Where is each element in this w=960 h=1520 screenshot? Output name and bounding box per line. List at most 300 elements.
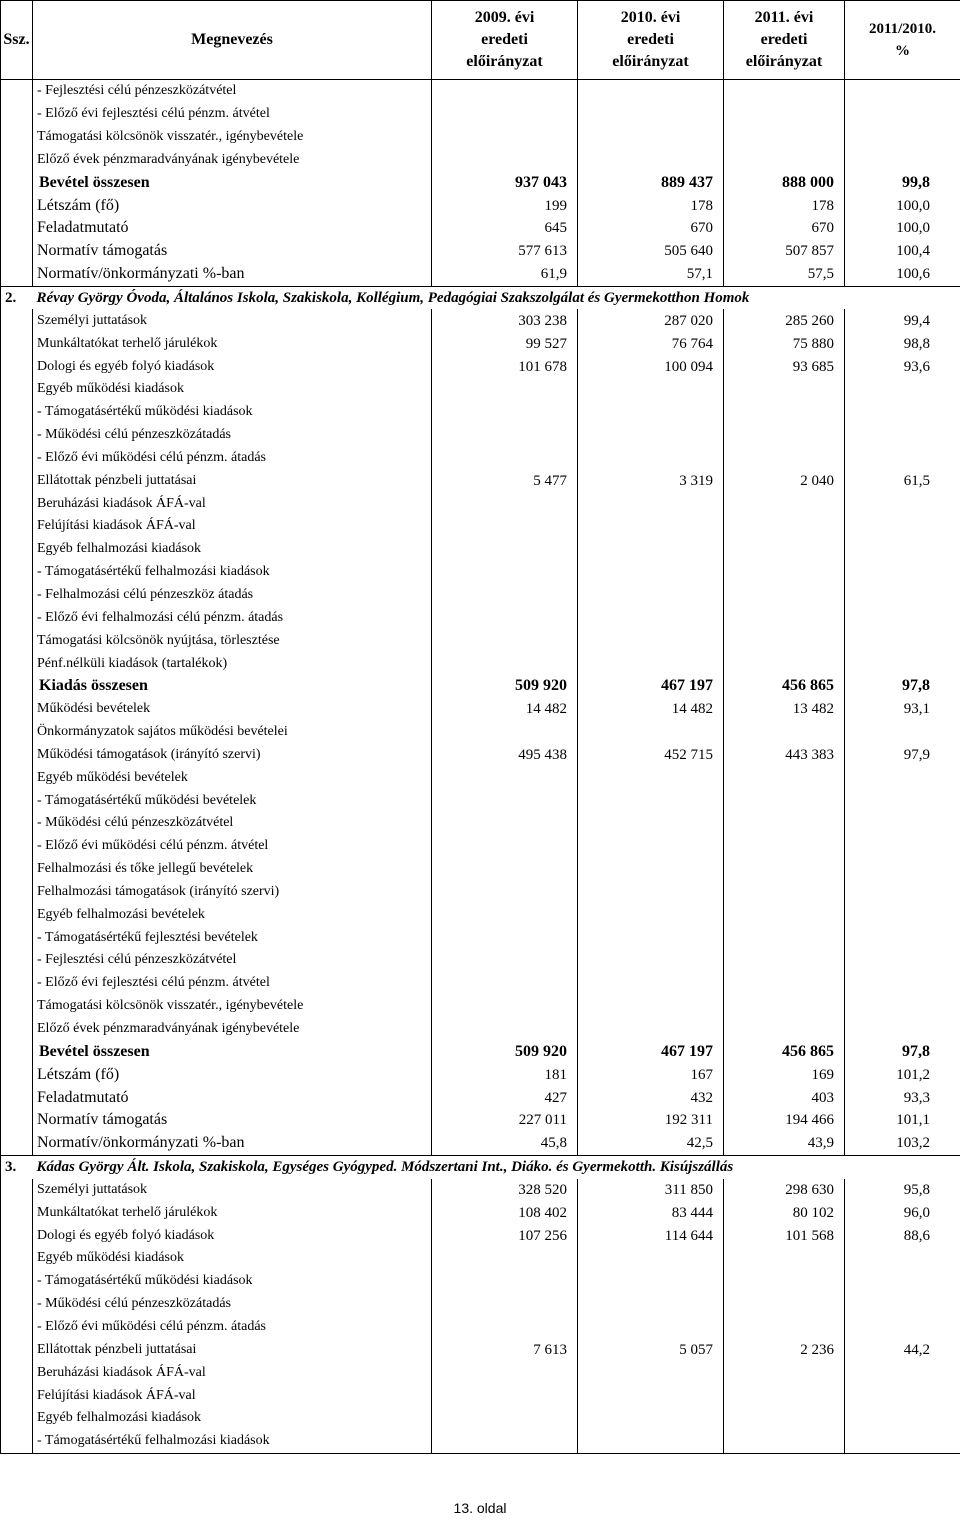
- row-number-cell: [1, 1384, 33, 1407]
- value-2010: 57,1: [578, 263, 724, 286]
- value-2009: [432, 766, 578, 789]
- value-2009: [432, 1430, 578, 1453]
- value-percent: [845, 789, 960, 812]
- value-2009: [432, 606, 578, 629]
- row-label: - Előző évi működési célú pénzm. átvétel: [37, 838, 269, 854]
- row-label: - Előző évi felhalmozási célú pénzm. átadás: [37, 609, 284, 625]
- value-2011: [724, 903, 845, 926]
- value-percent: [845, 424, 960, 447]
- row-number-cell: [1, 1201, 33, 1224]
- table-row: [1, 995, 960, 1018]
- value-percent: [845, 652, 960, 675]
- value-2010: [578, 424, 724, 447]
- header-year-2009-line1: 2009. évi: [474, 9, 535, 26]
- value-2009: 7 613: [432, 1338, 578, 1361]
- value-2010: [578, 1407, 724, 1430]
- value-2010: [578, 538, 724, 561]
- value-percent: [845, 858, 960, 881]
- value-2011: 43,9: [724, 1132, 845, 1155]
- value-2010: 76 764: [578, 332, 724, 355]
- value-2010: 42,5: [578, 1132, 724, 1155]
- value-2011: [724, 1270, 845, 1293]
- table-row: [1, 1270, 960, 1293]
- row-number-cell: [1, 789, 33, 812]
- header-percent-line2: %: [895, 43, 910, 59]
- row-number-cell: [1, 401, 33, 424]
- value-2010: 452 715: [578, 743, 724, 766]
- value-percent: [845, 1270, 960, 1293]
- section-title: Révay György Óvoda, Általános Iskola, Szakiskola, Kollégium, Pedagógiai Szakszolgálat és Gyermekotthon Homok: [33, 286, 960, 309]
- row-label: - Felhalmozási célú pénzeszköz átadás: [37, 586, 254, 602]
- value-percent: [845, 629, 960, 652]
- value-2010: 100 094: [578, 355, 724, 378]
- header-year-2009-line3: előirányzat: [466, 53, 543, 70]
- row-label: Ellátottak pénzbeli juttatásai: [37, 1341, 197, 1357]
- row-label: Működési bevételek: [37, 701, 151, 717]
- value-2011: [724, 1316, 845, 1339]
- row-label: - Működési célú pénzeszközátadás: [37, 427, 231, 443]
- value-2011: [724, 538, 845, 561]
- value-percent: 101,1: [845, 1109, 960, 1132]
- value-2011: 178: [724, 194, 845, 217]
- row-label: Normatív/önkormányzati %-ban: [37, 1134, 245, 1152]
- value-percent: [845, 1247, 960, 1270]
- value-2009: [432, 972, 578, 995]
- row-number-cell: [1, 447, 33, 470]
- table-row: [1, 194, 960, 217]
- value-2010: [578, 126, 724, 149]
- value-percent: 97,8: [845, 1040, 960, 1063]
- row-number-cell: [1, 949, 33, 972]
- value-2010: 5 057: [578, 1338, 724, 1361]
- value-2011: [724, 995, 845, 1018]
- row-number-cell: [1, 675, 33, 698]
- table-row: [1, 1109, 960, 1132]
- row-label: Pénf.nélküli kiadások (tartalékok): [37, 655, 228, 671]
- value-percent: [845, 606, 960, 629]
- value-2010: 114 644: [578, 1224, 724, 1247]
- row-number-cell: [1, 721, 33, 744]
- value-2010: [578, 903, 724, 926]
- value-percent: [845, 1316, 960, 1339]
- section-title: Kádas György Ált. Iskola, Szakiskola, Egységes Gyógyped. Módszertani Int., Diákо. és Gyermekotth. Kisújszállás: [33, 1155, 960, 1178]
- row-label: Támogatási kölcsönök visszatér., igénybevétele: [37, 998, 304, 1014]
- value-2010: [578, 1430, 724, 1453]
- row-label: - Támogatásértékű működési bevételek: [37, 792, 257, 808]
- value-2011: [724, 492, 845, 515]
- value-2009: 101 678: [432, 355, 578, 378]
- row-label: - Működési célú pénzeszközátvétel: [37, 815, 234, 831]
- value-2011: [724, 447, 845, 470]
- row-label: - Támogatásértékű felhalmozási kiadások: [33, 1430, 432, 1453]
- table-row: [1, 401, 960, 424]
- row-number-cell: [1, 1086, 33, 1109]
- value-percent: [845, 126, 960, 149]
- value-2011: 57,5: [724, 263, 845, 286]
- table-row: [1, 424, 960, 447]
- table-row: [1, 1361, 960, 1384]
- value-2011: [724, 881, 845, 904]
- table-row: [1, 492, 960, 515]
- header-year-2010-line1: 2010. évi: [620, 9, 681, 26]
- table-row: [1, 835, 960, 858]
- value-2011: 13 482: [724, 698, 845, 721]
- value-2009: [432, 80, 578, 103]
- row-number-cell: [1, 1063, 33, 1086]
- value-2010: [578, 721, 724, 744]
- header-year-2010: [578, 1, 724, 80]
- value-percent: [845, 1361, 960, 1384]
- row-number-cell: [1, 1179, 33, 1202]
- row-label: Feladatmutató: [37, 219, 129, 237]
- row-number-cell: [1, 561, 33, 584]
- value-2011: [724, 606, 845, 629]
- table-row: [1, 447, 960, 470]
- value-percent: [845, 447, 960, 470]
- row-label: Normatív/önkormányzati %-ban: [37, 265, 245, 283]
- value-2009: 181: [432, 1063, 578, 1086]
- value-2010: [578, 926, 724, 949]
- table-row: [1, 355, 960, 378]
- table-body: [1, 80, 960, 1454]
- value-percent: 61,5: [845, 469, 960, 492]
- row-number-cell: [1, 1109, 33, 1132]
- row-number-cell: [1, 332, 33, 355]
- value-2009: 645: [432, 217, 578, 240]
- row-label: Működési támogatások (irányító szervi): [37, 746, 261, 762]
- value-2010: [578, 1293, 724, 1316]
- section-number: 3.: [1, 1155, 33, 1178]
- value-2009: [432, 926, 578, 949]
- value-2010: [578, 378, 724, 401]
- value-2009: [432, 515, 578, 538]
- row-label: - Előző évi működési célú pénzm. átadás: [37, 449, 266, 465]
- value-percent: [845, 721, 960, 744]
- value-2009: [432, 812, 578, 835]
- value-2009: [432, 881, 578, 904]
- table-row: [1, 903, 960, 926]
- value-2009: [432, 538, 578, 561]
- value-2011: [724, 858, 845, 881]
- row-label: Feladatmutató: [37, 1088, 129, 1106]
- value-2011: 169: [724, 1063, 845, 1086]
- row-label: Felhalmozási és tőke jellegű bevételek: [37, 861, 254, 877]
- table-row: [1, 1224, 960, 1247]
- value-2011: 507 857: [724, 240, 845, 263]
- row-label: Támogatási kölcsönök visszatér., igénybevétele: [37, 129, 304, 145]
- header-year-2011-line1: 2011. évi: [754, 9, 814, 26]
- value-2009: 5 477: [432, 469, 578, 492]
- table-row: [1, 171, 960, 194]
- value-2011: 888 000: [724, 171, 845, 194]
- row-number-cell: [1, 126, 33, 149]
- row-label: Előző évek pénzmaradványának igénybevétele: [37, 1021, 300, 1037]
- value-2011: [724, 515, 845, 538]
- header-year-2010-line2: eredeti: [627, 31, 674, 48]
- table-row: [1, 263, 960, 286]
- value-2009: 509 920: [432, 675, 578, 698]
- table-row: [1, 675, 960, 698]
- value-percent: [845, 1407, 960, 1430]
- row-number-cell: [1, 263, 33, 286]
- value-percent: 99,4: [845, 309, 960, 332]
- row-number-cell: [1, 309, 33, 332]
- value-percent: [845, 881, 960, 904]
- table-row: [1, 789, 960, 812]
- value-2011: [724, 1430, 845, 1453]
- value-percent: 93,1: [845, 698, 960, 721]
- value-2011: [724, 652, 845, 675]
- row-label: Önkormányzatok sajátos működési bevételei: [37, 724, 288, 740]
- value-2009: 227 011: [432, 1109, 578, 1132]
- header-year-2011-line3: előirányzat: [745, 53, 823, 70]
- row-label: - Támogatásértékű fejlesztési bevételek: [37, 929, 258, 945]
- value-2010: [578, 972, 724, 995]
- value-2010: 178: [578, 194, 724, 217]
- row-label: - Előző évi fejlesztési célú pénzm. átvétel: [37, 106, 270, 122]
- value-2010: 467 197: [578, 675, 724, 698]
- value-2010: [578, 949, 724, 972]
- table-row: [1, 743, 960, 766]
- row-number-cell: [1, 881, 33, 904]
- row-number-cell: [1, 103, 33, 126]
- row-label: Normatív támogatás: [37, 242, 168, 260]
- row-number-cell: [1, 1338, 33, 1361]
- value-2009: [432, 903, 578, 926]
- table-row: [1, 1338, 960, 1361]
- value-2009: [432, 401, 578, 424]
- value-2010: 192 311: [578, 1109, 724, 1132]
- row-label: Személyi juttatások: [37, 1181, 148, 1197]
- value-2011: 194 466: [724, 1109, 845, 1132]
- row-number-cell: [1, 652, 33, 675]
- value-2010: [578, 1247, 724, 1270]
- row-number-cell: [1, 1316, 33, 1339]
- table-row: [1, 1063, 960, 1086]
- value-2011: 101 568: [724, 1224, 845, 1247]
- value-2010: [578, 629, 724, 652]
- value-2010: [578, 515, 724, 538]
- table-row: [1, 378, 960, 401]
- value-2009: 427: [432, 1086, 578, 1109]
- value-2009: [432, 103, 578, 126]
- value-percent: 88,6: [845, 1224, 960, 1247]
- value-2010: [578, 652, 724, 675]
- row-label: Egyéb felhalmozási bevételek: [37, 906, 205, 922]
- row-label: - Támogatásértékű működési kiadások: [37, 404, 253, 420]
- table-row: [1, 858, 960, 881]
- value-2009: 108 402: [432, 1201, 578, 1224]
- value-2011: [724, 1361, 845, 1384]
- value-2009: 14 482: [432, 698, 578, 721]
- row-label: - Támogatásértékű felhalmozási kiadások: [37, 564, 270, 580]
- value-2011: 670: [724, 217, 845, 240]
- row-number-cell: [1, 171, 33, 194]
- row-label: Normatív támogatás: [37, 1111, 168, 1129]
- table-row: [1, 80, 960, 103]
- table-row: [1, 1247, 960, 1270]
- row-label: Egyéb felhalmozási kiadások: [37, 541, 202, 557]
- value-percent: [845, 584, 960, 607]
- row-number-cell: [1, 926, 33, 949]
- value-percent: 101,2: [845, 1063, 960, 1086]
- value-2009: 45,8: [432, 1132, 578, 1155]
- value-2010: [578, 80, 724, 103]
- header-percent-line1: 2011/2010.: [868, 21, 937, 37]
- row-label: Felhalmozási támogatások (irányító szervi): [37, 883, 280, 899]
- header-year-2009: [432, 1, 578, 80]
- value-2011: [724, 972, 845, 995]
- row-number-cell: [1, 1040, 33, 1063]
- row-number-cell: [1, 1224, 33, 1247]
- value-2009: 328 520: [432, 1179, 578, 1202]
- row-label: Beruházási kiadások ÁFÁ-val: [37, 1364, 206, 1380]
- value-2009: [432, 1247, 578, 1270]
- value-percent: 97,8: [845, 675, 960, 698]
- value-percent: [845, 812, 960, 835]
- value-2010: [578, 584, 724, 607]
- row-label: Munkáltatókat terhelő járulékok: [37, 335, 218, 351]
- row-number-cell: [1, 766, 33, 789]
- value-percent: [845, 538, 960, 561]
- value-2011: [724, 103, 845, 126]
- row-label: Dologi és egyéb folyó kiadások: [37, 1227, 215, 1243]
- value-percent: [845, 1018, 960, 1041]
- value-2009: [432, 126, 578, 149]
- value-2010: [578, 1270, 724, 1293]
- header-percent: [845, 1, 960, 80]
- table-row: [1, 949, 960, 972]
- row-number-cell: [1, 1361, 33, 1384]
- table-row: [1, 766, 960, 789]
- value-percent: [845, 972, 960, 995]
- section-header-row: [1, 1155, 960, 1178]
- value-2010: [578, 1384, 724, 1407]
- value-2010: [578, 789, 724, 812]
- value-2011: 2 236: [724, 1338, 845, 1361]
- value-percent: 99,8: [845, 171, 960, 194]
- value-2011: [724, 80, 845, 103]
- value-2011: [724, 1247, 845, 1270]
- value-2010: 83 444: [578, 1201, 724, 1224]
- value-2009: [432, 378, 578, 401]
- row-label: Ellátottak pénzbeli juttatásai: [37, 472, 197, 488]
- row-label: Dologi és egyéb folyó kiadások: [37, 358, 215, 374]
- page-number: 13. oldal: [453, 1500, 507, 1516]
- table-row: [1, 698, 960, 721]
- value-2009: [432, 584, 578, 607]
- value-2009: [432, 1293, 578, 1316]
- value-2009: 99 527: [432, 332, 578, 355]
- value-2009: [432, 492, 578, 515]
- value-2011: 298 630: [724, 1179, 845, 1202]
- row-number-cell: [1, 1407, 33, 1430]
- row-label: Egyéb működési kiadások: [37, 1250, 184, 1266]
- row-number-cell: [1, 1430, 33, 1453]
- row-label: Egyéb működési kiadások: [37, 381, 184, 397]
- value-2010: 467 197: [578, 1040, 724, 1063]
- value-2011: [724, 561, 845, 584]
- value-percent: [845, 995, 960, 1018]
- table-row: [1, 1132, 960, 1155]
- table-row: [1, 1018, 960, 1041]
- value-percent: 100,0: [845, 194, 960, 217]
- row-number-cell: [1, 743, 33, 766]
- row-label: Egyéb felhalmozási kiadások: [37, 1410, 202, 1426]
- value-percent: [845, 1384, 960, 1407]
- row-label: Előző évek pénzmaradványának igénybevétele: [37, 151, 300, 167]
- table-row: [1, 126, 960, 149]
- section-header-row: [1, 286, 960, 309]
- row-number-cell: [1, 835, 33, 858]
- table-row: [1, 1086, 960, 1109]
- table-header: [1, 1, 960, 80]
- value-2009: [432, 1316, 578, 1339]
- table-row: [1, 652, 960, 675]
- row-number-cell: [1, 1247, 33, 1270]
- row-label: - Működési célú pénzeszközátadás: [37, 1296, 231, 1312]
- section-number: 2.: [1, 286, 33, 309]
- value-2010: 14 482: [578, 698, 724, 721]
- value-2010: [578, 835, 724, 858]
- row-number-cell: [1, 217, 33, 240]
- value-percent: 97,9: [845, 743, 960, 766]
- header-year-2011: [724, 1, 845, 80]
- value-2010: [578, 103, 724, 126]
- value-2010: 3 319: [578, 469, 724, 492]
- value-2009: [432, 1361, 578, 1384]
- value-2009: [432, 721, 578, 744]
- row-label: - Előző évi fejlesztési célú pénzm. átvétel: [37, 975, 270, 991]
- value-2011: [724, 149, 845, 172]
- table-row: [1, 561, 960, 584]
- value-2009: 495 438: [432, 743, 578, 766]
- value-2009: [432, 1270, 578, 1293]
- table-row: [1, 1407, 960, 1430]
- value-percent: [845, 926, 960, 949]
- value-2011: [724, 1293, 845, 1316]
- value-2011: [724, 789, 845, 812]
- value-2009: [432, 652, 578, 675]
- row-label: Munkáltatókat terhelő járulékok: [37, 1204, 218, 1220]
- row-number-cell: [1, 1293, 33, 1316]
- table-row: [1, 309, 960, 332]
- table-row: [1, 584, 960, 607]
- value-percent: [845, 515, 960, 538]
- row-label: Bevétel összesen: [39, 173, 150, 191]
- value-2010: [578, 812, 724, 835]
- row-number-cell: [1, 492, 33, 515]
- table-row: [1, 629, 960, 652]
- table-row: [1, 1430, 960, 1453]
- value-2011: 80 102: [724, 1201, 845, 1224]
- value-2011: [724, 812, 845, 835]
- value-percent: [845, 378, 960, 401]
- value-2011: [724, 835, 845, 858]
- row-label: Létszám (fő): [37, 1065, 120, 1083]
- row-label: - Előző évi működési célú pénzm. átadás: [37, 1318, 266, 1334]
- value-percent: 98,8: [845, 332, 960, 355]
- table-row: [1, 103, 960, 126]
- value-2010: [578, 606, 724, 629]
- value-percent: [845, 903, 960, 926]
- value-percent: [845, 949, 960, 972]
- value-percent: 100,4: [845, 240, 960, 263]
- value-2010: 505 640: [578, 240, 724, 263]
- header-year-2010-line3: előirányzat: [612, 53, 689, 70]
- value-2009: [432, 561, 578, 584]
- row-label: Támogatási kölcsönök nyújtása, törlesztése: [37, 632, 280, 648]
